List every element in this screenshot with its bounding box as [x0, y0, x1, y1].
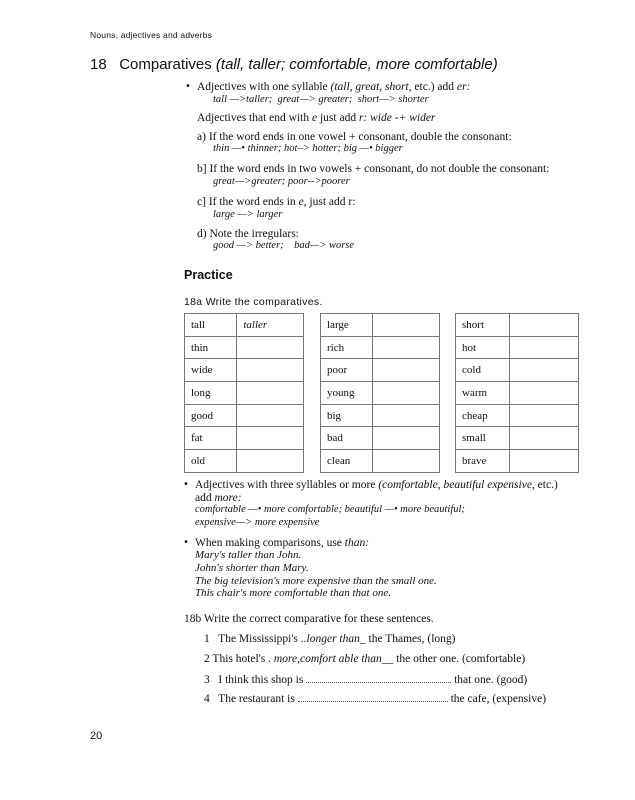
sentence-before: I think this shop is	[218, 674, 304, 686]
rule-text: Adjectives with three syllables or more	[195, 479, 376, 491]
comparative-answer-cell[interactable]	[510, 359, 579, 382]
table-row	[185, 314, 304, 337]
rule-letter: e	[311, 112, 318, 124]
rule-text: add	[195, 492, 212, 504]
comparative-answer-cell[interactable]	[510, 314, 579, 337]
sentence-after: the cafe, (expensive)	[450, 693, 547, 705]
practice-heading: Practice	[184, 268, 233, 282]
rule-item-d	[197, 227, 299, 241]
sentence-1	[204, 632, 455, 646]
sentence-before: This hotel's .	[212, 653, 272, 665]
sentence-number: 1	[204, 633, 210, 645]
rule-inline-examples: (tall, great, short,	[330, 81, 412, 93]
rule-item-d-example: good —> better; bad—> worse	[213, 240, 355, 251]
comparison-example: This chair's more comfortable than that one.	[195, 587, 391, 600]
sentence-before: The Mississippi's ..	[218, 633, 307, 645]
comparative-answer-cell[interactable]	[237, 382, 304, 405]
adjective-cell: bad	[321, 427, 373, 450]
adjective-cell: old	[185, 450, 237, 473]
table-row	[185, 450, 304, 473]
comparative-answer-cell[interactable]	[237, 336, 304, 359]
rule-word: than:	[344, 537, 370, 549]
section-name: Comparatives	[119, 56, 212, 73]
table-row	[456, 314, 579, 337]
table-row	[321, 404, 440, 427]
item-label: c]	[197, 196, 206, 208]
comparison-example: Mary's taller than John.	[195, 549, 302, 561]
adjective-cell: warm	[456, 382, 510, 405]
sentence-after: the other one. (comfortable)	[396, 653, 526, 665]
table-row	[321, 314, 440, 337]
rule-item-c-example: large —> larger	[213, 209, 283, 220]
adjective-cell: rich	[321, 336, 373, 359]
table-row	[456, 336, 579, 359]
comparative-answer-cell[interactable]	[510, 450, 579, 473]
running-header: Nouns, adjectives and adverbs	[90, 30, 213, 40]
comparative-answer-cell[interactable]	[373, 336, 440, 359]
table-row	[321, 359, 440, 382]
rule-tail: just add	[319, 112, 357, 124]
rule-suffix: er:	[456, 81, 471, 93]
rule-item-b	[197, 162, 549, 176]
rule-suffix: r:	[358, 112, 368, 124]
comparative-answer-cell[interactable]	[510, 404, 579, 427]
rule-three-syllables	[195, 478, 558, 492]
table-row	[456, 404, 579, 427]
comparison-example: The big television's more expensive than the small one.	[195, 574, 437, 587]
sentence-answer[interactable]: longer than_	[306, 633, 366, 645]
rule-word: more:	[214, 492, 242, 504]
comparative-answer-cell[interactable]	[510, 427, 579, 450]
rule-item-a	[197, 130, 512, 144]
table-row	[456, 427, 579, 450]
sentence-number: 3	[204, 674, 210, 686]
rule-one-syllable	[197, 80, 470, 94]
table-row	[321, 427, 440, 450]
rule-ending-e	[197, 111, 435, 125]
comparative-answer-cell[interactable]	[510, 336, 579, 359]
table-row	[185, 404, 304, 427]
answer-blank[interactable]	[298, 690, 448, 702]
adjective-cell: short	[456, 314, 510, 337]
rule-text: When making comparisons, use	[195, 537, 342, 549]
adjective-cell: cheap	[456, 404, 510, 427]
item-text: If the word ends in	[208, 196, 296, 208]
table-row	[456, 450, 579, 473]
three-syllables-example-2: expensive—> more expensive	[195, 517, 320, 528]
adjective-cell: fat	[185, 427, 237, 450]
sentence-after: that one. (good)	[454, 674, 528, 686]
adjective-cell: young	[321, 382, 373, 405]
adjective-cell: small	[456, 427, 510, 450]
comparative-answer-cell[interactable]	[373, 427, 440, 450]
exercise-18b-instruction: 18b Write the correct comparative for these sentences.	[184, 613, 434, 625]
rule-tail: etc.)	[537, 479, 558, 491]
comparative-answer-cell[interactable]: taller	[237, 314, 304, 337]
rule-item-b-example: great—>greater; poor-->poorer	[213, 176, 350, 187]
comparatives-table-1	[184, 313, 304, 473]
three-syllables-example-1: comfortable —• more comfortable; beautiful —• more beautiful;	[195, 504, 465, 515]
exercise-18a-instruction: 18a Write the comparatives.	[184, 296, 323, 308]
section-subtitle: (tall, taller; comfortable, more comfortable)	[215, 56, 498, 73]
sentence-2	[204, 652, 525, 666]
sentence-number: 4	[204, 693, 210, 705]
comparative-answer-cell[interactable]	[373, 450, 440, 473]
item-label: b]	[197, 163, 207, 175]
comparative-answer-cell[interactable]	[373, 359, 440, 382]
sentence-answer[interactable]: more,comfort able than__	[273, 653, 394, 665]
comparative-answer-cell[interactable]	[237, 427, 304, 450]
rule-item-c	[197, 195, 355, 209]
table-row	[321, 382, 440, 405]
table-row	[321, 336, 440, 359]
rule-tail: etc.) add	[414, 81, 455, 93]
answer-blank[interactable]	[306, 671, 451, 683]
example-one-syllable: tall —>taller; great—> greater; short—> shorter	[213, 94, 429, 105]
sentence-after: the Thames, (long)	[368, 633, 456, 645]
table-row	[185, 359, 304, 382]
item-letter: e,	[298, 196, 307, 208]
adjective-cell: wide	[185, 359, 237, 382]
table-row	[321, 450, 440, 473]
table-row	[185, 427, 304, 450]
table-row	[456, 382, 579, 405]
rule-text: Adjectives with one syllable	[197, 81, 328, 93]
comparison-example: John's shorter than Mary.	[195, 561, 309, 574]
table-row	[185, 382, 304, 405]
adjective-cell: hot	[456, 336, 510, 359]
item-text: If the word ends in two vowels + consonant, do not double the consonant:	[209, 163, 550, 175]
adjective-cell: clean	[321, 450, 373, 473]
sentence-before: The restaurant is	[218, 693, 295, 705]
item-label: d)	[197, 228, 207, 240]
adjective-cell: poor	[321, 359, 373, 382]
item-tail: just add r:	[309, 196, 356, 208]
comparative-answer-cell[interactable]	[237, 359, 304, 382]
section-title	[90, 56, 498, 73]
sentence-3	[204, 671, 527, 687]
comparative-answer-cell[interactable]	[237, 450, 304, 473]
comparison-examples	[195, 549, 437, 600]
comparative-answer-cell[interactable]	[373, 404, 440, 427]
rule-three-syllables-line2	[195, 491, 242, 505]
rule-examples: (comfortable, beautiful expensive,	[378, 479, 535, 491]
rule-item-a-example: thin —• thinner; hot–> hotter; big —• bigger	[213, 143, 403, 154]
page-number: 20	[90, 730, 103, 742]
comparative-answer-cell[interactable]	[373, 314, 440, 337]
comparative-answer-cell[interactable]	[373, 382, 440, 405]
adjective-cell: long	[185, 382, 237, 405]
rule-comparisons	[195, 536, 369, 550]
section-number: 18	[90, 56, 107, 73]
adjective-cell: tall	[185, 314, 237, 337]
comparative-answer-cell[interactable]	[237, 404, 304, 427]
comparatives-table-3	[455, 313, 579, 473]
table-row	[185, 336, 304, 359]
adjective-cell: good	[185, 404, 237, 427]
adjective-cell: brave	[456, 450, 510, 473]
sentence-number: 2	[204, 653, 210, 665]
comparative-answer-cell[interactable]	[510, 382, 579, 405]
item-text: Note the irregulars:	[209, 228, 299, 240]
item-label: a)	[197, 131, 206, 143]
adjective-cell: big	[321, 404, 373, 427]
rule-example: wide -+ wider	[370, 112, 436, 124]
sentence-4	[204, 690, 546, 706]
adjective-cell: large	[321, 314, 373, 337]
table-row	[456, 359, 579, 382]
adjective-cell: thin	[185, 336, 237, 359]
item-text: If the word ends in one vowel + consonant, double the consonant:	[208, 131, 512, 143]
adjective-cell: cold	[456, 359, 510, 382]
rule-text: Adjectives that end with	[197, 112, 310, 124]
comparatives-table-2	[320, 313, 440, 473]
